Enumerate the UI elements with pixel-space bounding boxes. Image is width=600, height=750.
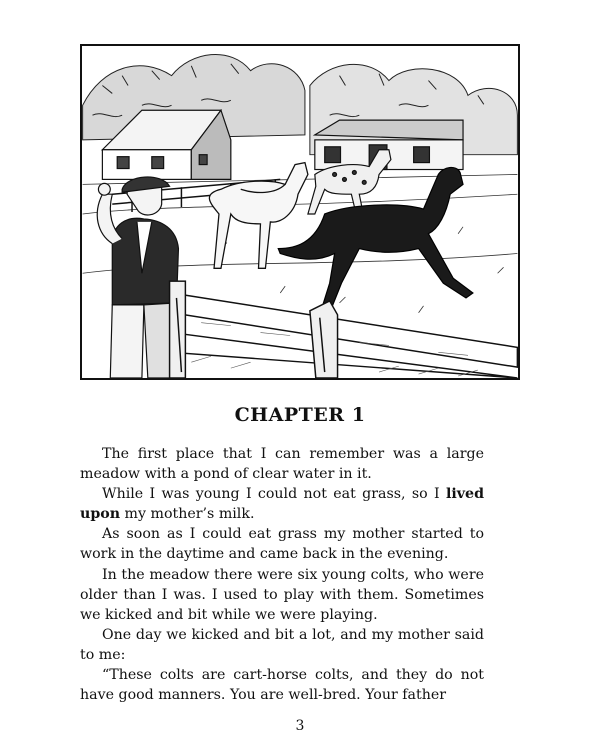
paragraph-6: “These colts are cart-horse colts, and they do not have good manners. You are well-bred. Your father bbox=[80, 667, 484, 704]
chapter-heading: CHAPTER 1 bbox=[234, 404, 366, 426]
boy-figure bbox=[97, 177, 178, 378]
paragraph-2-after: my mother’s milk. bbox=[120, 506, 255, 523]
chapter-body bbox=[80, 444, 484, 705]
paragraph-2-before: While I was young I could not eat grass, so I bbox=[102, 486, 447, 503]
chapter-illustration bbox=[80, 44, 520, 380]
page-number: 3 bbox=[295, 718, 305, 734]
paragraph-1: The first place that I can remember was a large meadow with a pond of clear water in it. bbox=[80, 446, 484, 483]
paragraph-4: In the meadow there were six young colts, who were older than I was. I used to play with them. Sometimes we kicked and bit while we were playing. bbox=[80, 566, 484, 623]
vocabulary-term: lived upon bbox=[80, 486, 484, 523]
paragraph-2 bbox=[80, 484, 484, 524]
paragraph-3: As soon as I could eat grass my mother started to work in the daytime and came back in the evening. bbox=[80, 526, 484, 563]
illustration-drawing bbox=[82, 46, 518, 378]
paragraph-5: One day we kicked and bit a lot, and my mother said to me: bbox=[80, 626, 484, 663]
dark-foal bbox=[278, 167, 473, 317]
